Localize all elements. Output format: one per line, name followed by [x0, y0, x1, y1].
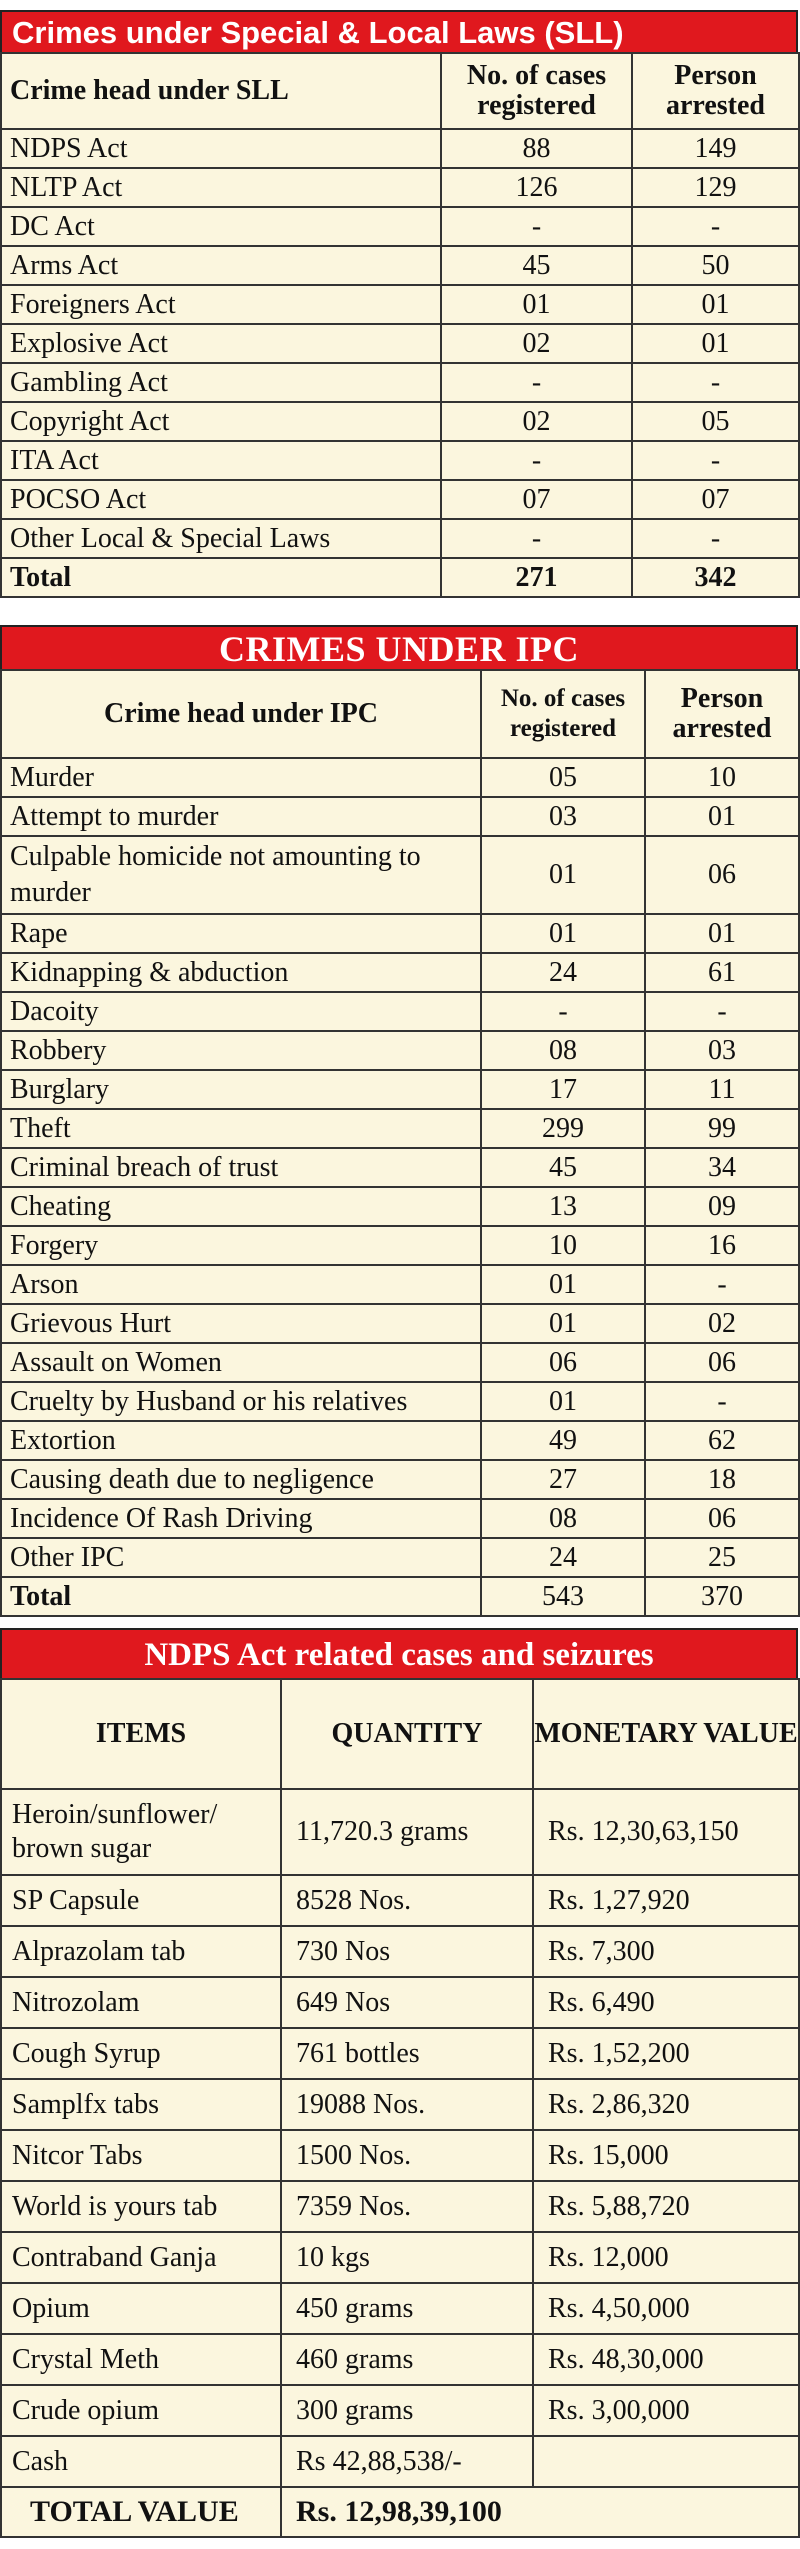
ipc-crime-name: Murder — [1, 758, 481, 797]
ipc-panel — [0, 625, 798, 1617]
ndps-monetary-value: Rs. 15,000 — [533, 2130, 799, 2181]
ndps-row — [1, 2436, 799, 2487]
sll-cases-value: 01 — [441, 285, 632, 324]
ipc-arrested-value: - — [645, 992, 799, 1031]
sll-arrested-value: - — [632, 519, 799, 558]
ipc-row — [1, 1265, 799, 1304]
ndps-item-name: Crude opium — [1, 2385, 281, 2436]
ndps-row — [1, 2079, 799, 2130]
ipc-arrested-value: 18 — [645, 1460, 799, 1499]
ipc-arrested-value: 06 — [645, 1499, 799, 1538]
sll-total-cases: 271 — [441, 558, 632, 597]
ndps-item-name: Samplfx tabs — [1, 2079, 281, 2130]
ipc-cases-value: 01 — [481, 1304, 645, 1343]
ipc-crime-name: Theft — [1, 1109, 481, 1148]
sll-panel — [0, 10, 798, 598]
ipc-cases-value: 01 — [481, 836, 645, 914]
ipc-arrested-value: 01 — [645, 797, 799, 836]
ndps-item-name: Heroin/sunflower/ brown sugar — [1, 1789, 281, 1875]
ipc-crime-name: Kidnapping & abduction — [1, 953, 481, 992]
sll-cases-value: - — [441, 441, 632, 480]
ipc-cases-value: 01 — [481, 1382, 645, 1421]
ipc-arrested-value: 03 — [645, 1031, 799, 1070]
ipc-arrested-value: - — [645, 1265, 799, 1304]
ipc-row — [1, 1226, 799, 1265]
ipc-arrested-value: - — [645, 1382, 799, 1421]
ndps-monetary-value: Rs. 6,490 — [533, 1977, 799, 2028]
ndps-item-name: Cough Syrup — [1, 2028, 281, 2079]
ipc-cases-value: 27 — [481, 1460, 645, 1499]
ipc-arrested-value: 61 — [645, 953, 799, 992]
ndps-monetary-value: Rs. 12,000 — [533, 2232, 799, 2283]
ipc-crime-name: Grievous Hurt — [1, 1304, 481, 1343]
ndps-row — [1, 1977, 799, 2028]
ipc-row — [1, 1070, 799, 1109]
ipc-header-row — [1, 670, 799, 758]
sll-row — [1, 480, 799, 519]
sll-arrested-value: 01 — [632, 285, 799, 324]
sll-row — [1, 363, 799, 402]
sll-crime-name: POCSO Act — [1, 480, 441, 519]
ipc-arrested-value: 10 — [645, 758, 799, 797]
ipc-crime-name: Rape — [1, 914, 481, 953]
ndps-monetary-value: Rs. 1,52,200 — [533, 2028, 799, 2079]
ndps-quantity-value: 1500 Nos. — [281, 2130, 533, 2181]
ipc-crime-name: Burglary — [1, 1070, 481, 1109]
ipc-row — [1, 797, 799, 836]
ipc-cases-value: 24 — [481, 953, 645, 992]
ipc-row — [1, 758, 799, 797]
ipc-arrested-value: 25 — [645, 1538, 799, 1577]
ipc-cases-value: 01 — [481, 1265, 645, 1304]
ndps-total-value: Rs. 12,98,39,100 — [281, 2487, 799, 2537]
ndps-quantity-value: 649 Nos — [281, 1977, 533, 2028]
ipc-total-row — [1, 1577, 799, 1616]
sll-crime-name: Copyright Act — [1, 402, 441, 441]
ipc-crime-name: Cheating — [1, 1187, 481, 1226]
ndps-quantity-value: 761 bottles — [281, 2028, 533, 2079]
ndps-row — [1, 2028, 799, 2079]
ndps-monetary-value: Rs. 12,30,63,150 — [533, 1789, 799, 1875]
sll-header-row — [1, 53, 799, 129]
ipc-cases-value: 08 — [481, 1499, 645, 1538]
ndps-row — [1, 2385, 799, 2436]
sll-row — [1, 441, 799, 480]
ipc-row — [1, 1031, 799, 1070]
ipc-row — [1, 1343, 799, 1382]
sll-row — [1, 519, 799, 558]
ndps-row — [1, 2283, 799, 2334]
ndps-monetary-value: Rs. 2,86,320 — [533, 2079, 799, 2130]
ndps-row — [1, 1789, 799, 1875]
ipc-arrested-value: 01 — [645, 914, 799, 953]
ipc-row — [1, 1382, 799, 1421]
ndps-total-label: TOTAL VALUE — [1, 2487, 281, 2537]
ipc-arrested-value: 16 — [645, 1226, 799, 1265]
ipc-cases-value: 45 — [481, 1148, 645, 1187]
sll-arrested-value: - — [632, 363, 799, 402]
ipc-cases-value: 08 — [481, 1031, 645, 1070]
sll-crime-name: ITA Act — [1, 441, 441, 480]
sll-cases-value: 126 — [441, 168, 632, 207]
ipc-arrested-value: 99 — [645, 1109, 799, 1148]
sll-crime-name: Arms Act — [1, 246, 441, 285]
ipc-cases-value: 03 — [481, 797, 645, 836]
sll-cases-value: 02 — [441, 402, 632, 441]
ndps-item-name: Nitrozolam — [1, 1977, 281, 2028]
ipc-cases-value: 13 — [481, 1187, 645, 1226]
sll-cases-value: - — [441, 207, 632, 246]
ipc-arrested-value: 62 — [645, 1421, 799, 1460]
sll-row — [1, 324, 799, 363]
ndps-item-name: Alprazolam tab — [1, 1926, 281, 1977]
ipc-cases-value: 06 — [481, 1343, 645, 1382]
ndps-quantity-value: 11,720.3 grams — [281, 1789, 533, 1875]
sll-arrested-value: 129 — [632, 168, 799, 207]
sll-arrested-value: - — [632, 207, 799, 246]
sll-crime-name: DC Act — [1, 207, 441, 246]
sll-header-crime: Crime head under SLL — [1, 53, 441, 129]
ndps-item-name: Opium — [1, 2283, 281, 2334]
ipc-header-crime: Crime head under IPC — [1, 670, 481, 758]
sll-cases-value: - — [441, 363, 632, 402]
ipc-row — [1, 836, 799, 914]
ipc-total-cases: 543 — [481, 1577, 645, 1616]
ndps-item-name: Crystal Meth — [1, 2334, 281, 2385]
sll-cases-value: 02 — [441, 324, 632, 363]
ndps-monetary-value: Rs. 7,300 — [533, 1926, 799, 1977]
sll-crime-name: Other Local & Special Laws — [1, 519, 441, 558]
sll-arrested-value: 50 — [632, 246, 799, 285]
ndps-header-row — [1, 1679, 799, 1789]
ipc-row — [1, 992, 799, 1031]
ipc-arrested-value: 06 — [645, 836, 799, 914]
ipc-crime-name: Causing death due to negligence — [1, 1460, 481, 1499]
ndps-item-name: Cash — [1, 2436, 281, 2487]
ipc-total-arrested: 370 — [645, 1577, 799, 1616]
ipc-row — [1, 1460, 799, 1499]
sll-cases-value: 07 — [441, 480, 632, 519]
ipc-header-cases: No. of cases registered — [481, 670, 645, 758]
ipc-row — [1, 1187, 799, 1226]
sll-crime-name: NLTP Act — [1, 168, 441, 207]
ipc-cases-value: 24 — [481, 1538, 645, 1577]
sll-row — [1, 285, 799, 324]
ipc-title: CRIMES UNDER IPC — [0, 625, 798, 669]
ipc-crime-name: Extortion — [1, 1421, 481, 1460]
ipc-arrested-value: 34 — [645, 1148, 799, 1187]
ipc-crime-name: Forgery — [1, 1226, 481, 1265]
sll-total-label: Total — [1, 558, 441, 597]
ipc-crime-name: Criminal breach of trust — [1, 1148, 481, 1187]
ipc-arrested-value: 06 — [645, 1343, 799, 1382]
ipc-crime-name: Incidence Of Rash Driving — [1, 1499, 481, 1538]
ndps-table — [0, 1678, 800, 2538]
ndps-item-name: Nitcor Tabs — [1, 2130, 281, 2181]
ndps-header-quantity: QUANTITY — [281, 1679, 533, 1789]
ipc-cases-value: 10 — [481, 1226, 645, 1265]
ipc-cases-value: 01 — [481, 914, 645, 953]
sll-cases-value: - — [441, 519, 632, 558]
sll-arrested-value: 07 — [632, 480, 799, 519]
ipc-crime-name: Other IPC — [1, 1538, 481, 1577]
sll-cases-value: 45 — [441, 246, 632, 285]
ipc-row — [1, 1499, 799, 1538]
ipc-arrested-value: 09 — [645, 1187, 799, 1226]
ipc-crime-name: Arson — [1, 1265, 481, 1304]
ndps-item-name: Contraband Ganja — [1, 2232, 281, 2283]
ipc-cases-value: 299 — [481, 1109, 645, 1148]
sll-crime-name: Gambling Act — [1, 363, 441, 402]
ipc-row — [1, 914, 799, 953]
sll-crime-name: Explosive Act — [1, 324, 441, 363]
ipc-row — [1, 953, 799, 992]
sll-arrested-value: 05 — [632, 402, 799, 441]
ipc-row — [1, 1421, 799, 1460]
ipc-crime-name: Dacoity — [1, 992, 481, 1031]
ndps-total-row — [1, 2487, 799, 2537]
sll-arrested-value: 01 — [632, 324, 799, 363]
sll-total-arrested: 342 — [632, 558, 799, 597]
ipc-arrested-value: 02 — [645, 1304, 799, 1343]
ipc-row — [1, 1109, 799, 1148]
ndps-quantity-value: Rs 42,88,538/- — [281, 2436, 533, 2487]
ipc-total-label: Total — [1, 1577, 481, 1616]
ndps-monetary-value: Rs. 1,27,920 — [533, 1875, 799, 1926]
sll-header-cases: No. of cases registered — [441, 53, 632, 129]
ndps-monetary-value: Rs. 5,88,720 — [533, 2181, 799, 2232]
ndps-row — [1, 2181, 799, 2232]
ndps-quantity-value: 19088 Nos. — [281, 2079, 533, 2130]
ndps-monetary-value: Rs. 4,50,000 — [533, 2283, 799, 2334]
ndps-quantity-value: 8528 Nos. — [281, 1875, 533, 1926]
ndps-header-value: MONETARY VALUE — [533, 1679, 799, 1789]
ndps-row — [1, 1926, 799, 1977]
sll-arrested-value: - — [632, 441, 799, 480]
ipc-cases-value: 17 — [481, 1070, 645, 1109]
ipc-table — [0, 669, 800, 1617]
sll-row — [1, 246, 799, 285]
ndps-header-items: ITEMS — [1, 1679, 281, 1789]
sll-total-row — [1, 558, 799, 597]
ipc-crime-name: Assault on Women — [1, 1343, 481, 1382]
ndps-monetary-value: Rs. 3,00,000 — [533, 2385, 799, 2436]
ndps-item-name: SP Capsule — [1, 1875, 281, 1926]
ndps-quantity-value: 300 grams — [281, 2385, 533, 2436]
ipc-header-arrested: Person arrested — [645, 670, 799, 758]
ipc-row — [1, 1304, 799, 1343]
ndps-quantity-value: 460 grams — [281, 2334, 533, 2385]
ndps-quantity-value: 450 grams — [281, 2283, 533, 2334]
ipc-crime-name: Attempt to murder — [1, 797, 481, 836]
ipc-row — [1, 1148, 799, 1187]
ndps-quantity-value: 730 Nos — [281, 1926, 533, 1977]
ipc-cases-value: 05 — [481, 758, 645, 797]
sll-table — [0, 52, 800, 598]
ndps-title: NDPS Act related cases and seizures — [0, 1628, 798, 1678]
sll-title: Crimes under Special & Local Laws (SLL) — [0, 10, 798, 52]
ipc-crime-name: Cruelty by Husband or his relatives — [1, 1382, 481, 1421]
sll-cases-value: 88 — [441, 129, 632, 168]
ipc-cases-value: 49 — [481, 1421, 645, 1460]
ipc-crime-name: Culpable homicide not amounting to murder — [1, 836, 481, 914]
ndps-monetary-value: Rs. 48,30,000 — [533, 2334, 799, 2385]
sll-header-arrested: Person arrested — [632, 53, 799, 129]
sll-row — [1, 168, 799, 207]
ndps-monetary-value — [533, 2436, 799, 2487]
sll-row — [1, 402, 799, 441]
sll-arrested-value: 149 — [632, 129, 799, 168]
ndps-quantity-value: 10 kgs — [281, 2232, 533, 2283]
ipc-arrested-value: 11 — [645, 1070, 799, 1109]
ndps-row — [1, 1875, 799, 1926]
ipc-crime-name: Robbery — [1, 1031, 481, 1070]
ndps-quantity-value: 7359 Nos. — [281, 2181, 533, 2232]
ndps-row — [1, 2130, 799, 2181]
sll-crime-name: Foreigners Act — [1, 285, 441, 324]
ndps-item-name: World is yours tab — [1, 2181, 281, 2232]
ndps-panel — [0, 1628, 798, 2538]
ipc-row — [1, 1538, 799, 1577]
sll-crime-name: NDPS Act — [1, 129, 441, 168]
ipc-cases-value: - — [481, 992, 645, 1031]
ndps-row — [1, 2334, 799, 2385]
sll-row — [1, 207, 799, 246]
sll-row — [1, 129, 799, 168]
ndps-row — [1, 2232, 799, 2283]
